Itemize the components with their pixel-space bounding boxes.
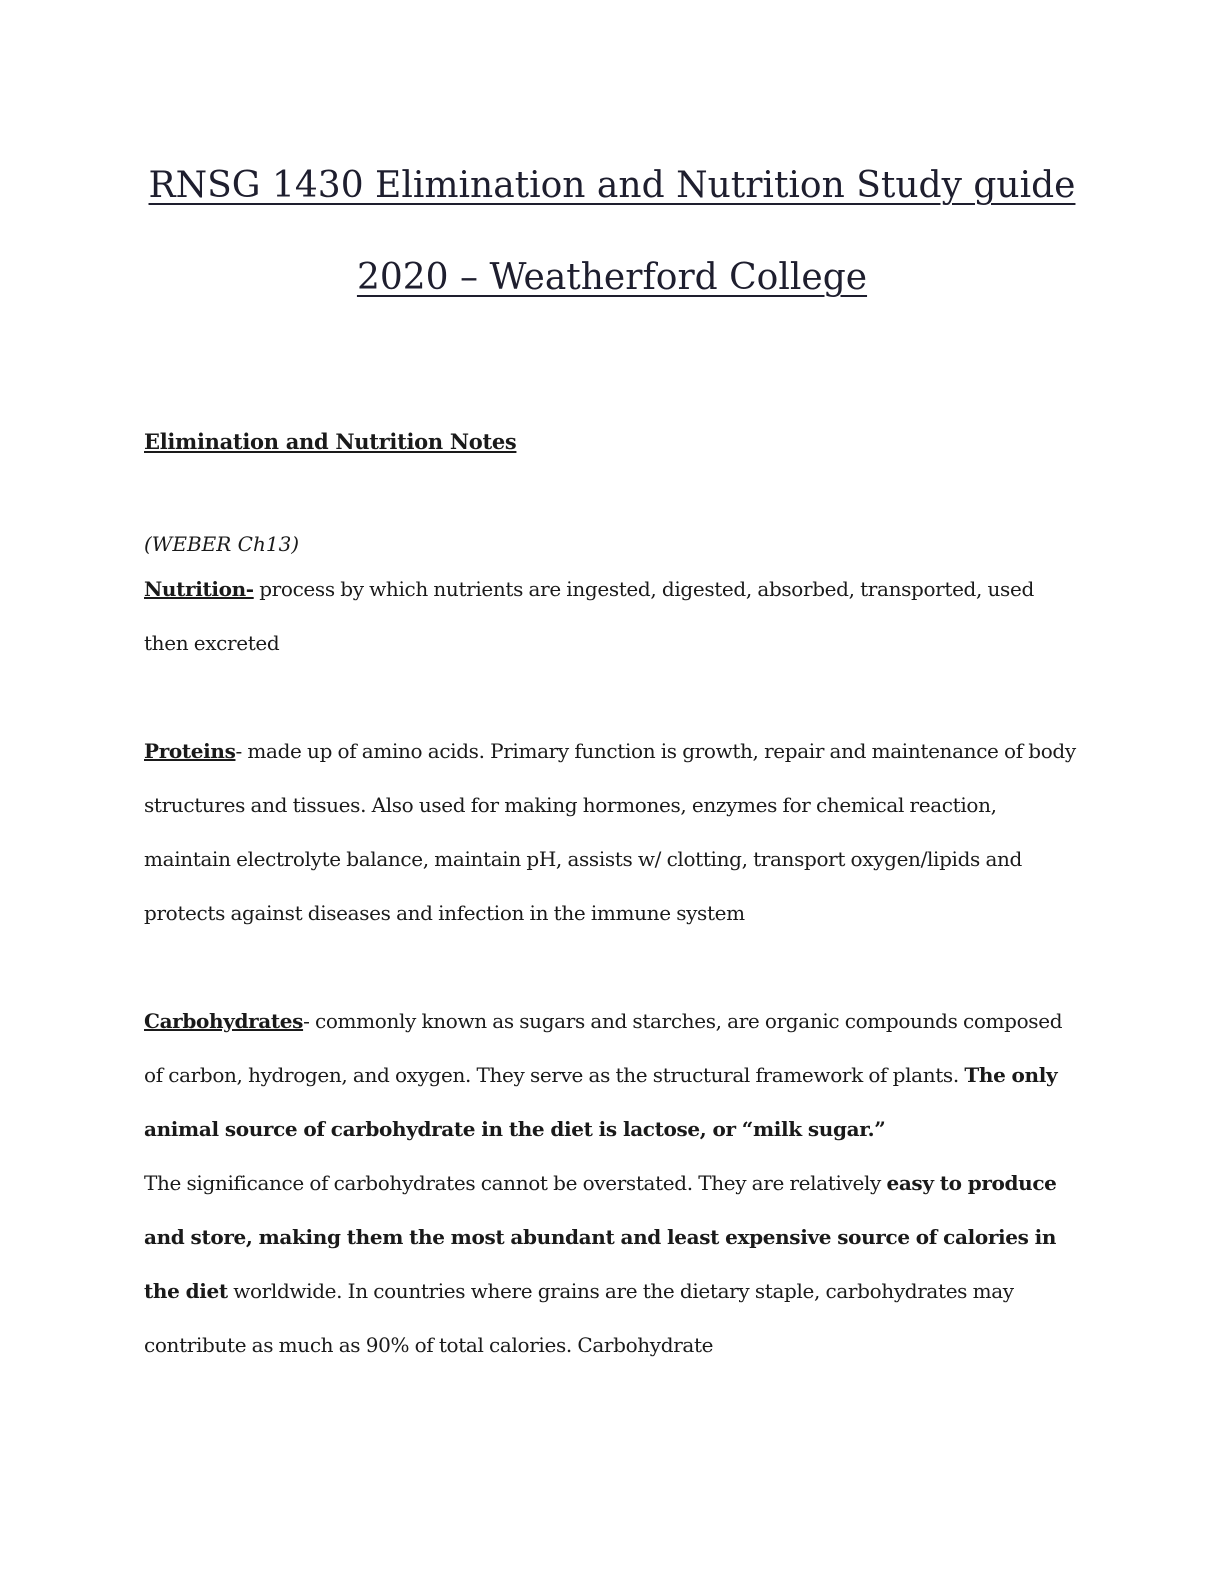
significance-bold: easy to produce and store, making them the most abundant and least expensive source of calories in the diet (144, 1171, 1057, 1303)
significance-intro: The significance of carbohydrates cannot be overstated. They are relatively (144, 1171, 887, 1195)
proteins-paragraph (144, 724, 1080, 940)
significance-rest: worldwide. In countries where grains are the dietary staple, carbohydrates may contribute as much as 90% of total calories. Carbohydrate (144, 1279, 1014, 1357)
document-title (144, 140, 1080, 324)
nutrition-term: Nutrition- (144, 577, 254, 601)
carbohydrates-term: Carbohydrates (144, 1009, 304, 1033)
carbohydrates-definition: - commonly known as sugars and starches, are organic compounds composed of carbon, hydrogen, and oxygen. They serve as the structural framework of plants. (144, 1009, 1063, 1087)
proteins-definition: - made up of amino acids. Primary function is growth, repair and maintenance of body structures and tissues. Also used for making hormones, enzymes for chemical reaction, maintain electrolyte balance, maintain pH, assists w/ clotting, transport oxygen/lipids and protects against diseases and infection in the immune system (144, 739, 1076, 925)
proteins-term: Proteins (144, 739, 236, 763)
document-page (144, 140, 1080, 1372)
section-heading: Elimination and Nutrition Notes (144, 429, 517, 454)
nutrition-paragraph (144, 562, 1080, 670)
nutrition-definition: process by which nutrients are ingested, digested, absorbed, transported, used then excreted (144, 577, 1034, 655)
title-line-1: RNSG 1430 Elimination and Nutrition Study guide (148, 165, 1076, 206)
source-reference: (WEBER Ch13) (144, 532, 300, 556)
significance-paragraph (144, 1156, 1080, 1372)
carbohydrates-bold-note: The only animal source of carbohydrate in the diet is lactose, or “milk sugar.” (144, 1063, 1058, 1141)
title-line-2: 2020 – Weatherford College (356, 257, 868, 298)
carbohydrates-paragraph (144, 994, 1080, 1156)
